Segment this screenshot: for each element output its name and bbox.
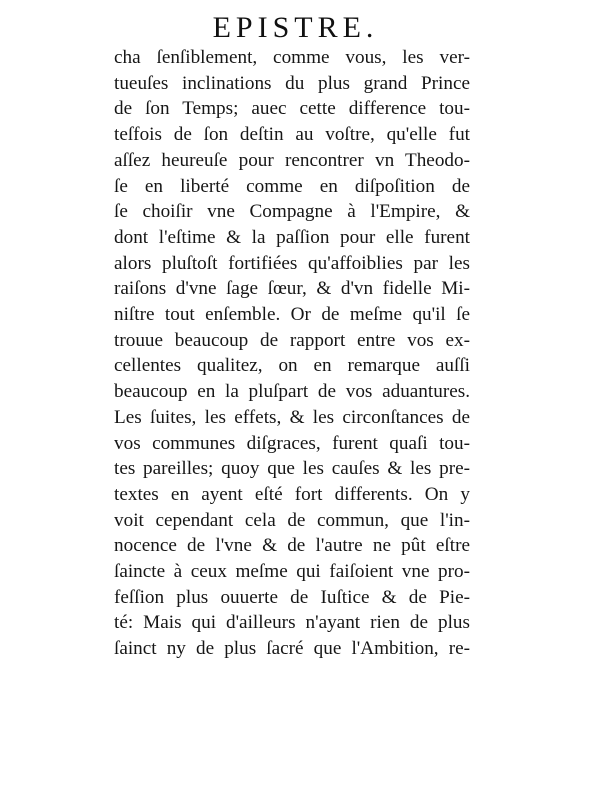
body-text: [114, 45, 470, 662]
text-line: textes en ayent eſté fort differents. On y: [114, 483, 470, 505]
text-line: raiſons d'vne ſage ſœur, & d'vn fidelle Mi-: [114, 278, 470, 300]
text-line: de ſon Temps; auec cette difference tou-: [114, 98, 470, 120]
text-line: tueuſes inclinations du plus grand Prince: [114, 72, 470, 94]
text-line: aſſez heureuſe pour rencontrer vn Theodo-: [114, 149, 470, 171]
text-line: té: Mais qui d'ailleurs n'ayant rien de plus: [114, 612, 470, 634]
text-line: trouue beaucoup de rapport entre vos ex-: [114, 329, 470, 351]
text-line: dont l'eſtime & la paſſion pour elle furent: [114, 226, 470, 248]
text-line: voit cependant cela de commun, que l'in-: [114, 509, 470, 531]
text-line: teſfois de ſon deſtin au voſtre, qu'elle fut: [114, 124, 470, 146]
text-line: ſe choiſir vne Compagne à l'Empire, &: [114, 201, 470, 223]
text-line: feſſion plus ouuerte de Iuſtice & de Pie-: [114, 586, 470, 608]
text-line: Les ſuites, les effets, & les circonſtances de: [114, 406, 470, 428]
text-line: alors pluſtoſt fortifiées qu'affoiblies par les: [114, 252, 470, 274]
running-title: EPISTRE.: [212, 11, 379, 44]
text-line: niſtre tout enſemble. Or de meſme qu'il ſe: [114, 304, 470, 326]
text-line: nocence de l'vne & de l'autre ne pût eſtre: [114, 535, 470, 557]
text-line: cha ſenſiblement, comme vous, les ver-: [114, 47, 470, 68]
text-line: cellentes qualitez, on en remarque auſſi: [114, 355, 470, 377]
text-line: vos communes diſgraces, furent quaſi tou-: [114, 432, 470, 454]
text-line: tes pareilles; quoy que les cauſes & les pre-: [114, 458, 470, 480]
text-line: beaucoup en la pluſpart de vos aduantures.: [114, 381, 470, 403]
text-line: ſainct ny de plus ſacré que l'Ambition, re-: [114, 638, 470, 660]
text-line: ſe en liberté comme en diſpoſition de: [114, 175, 470, 197]
text-line: ſaincte à ceux meſme qui faiſoient vne pro-: [114, 561, 470, 583]
